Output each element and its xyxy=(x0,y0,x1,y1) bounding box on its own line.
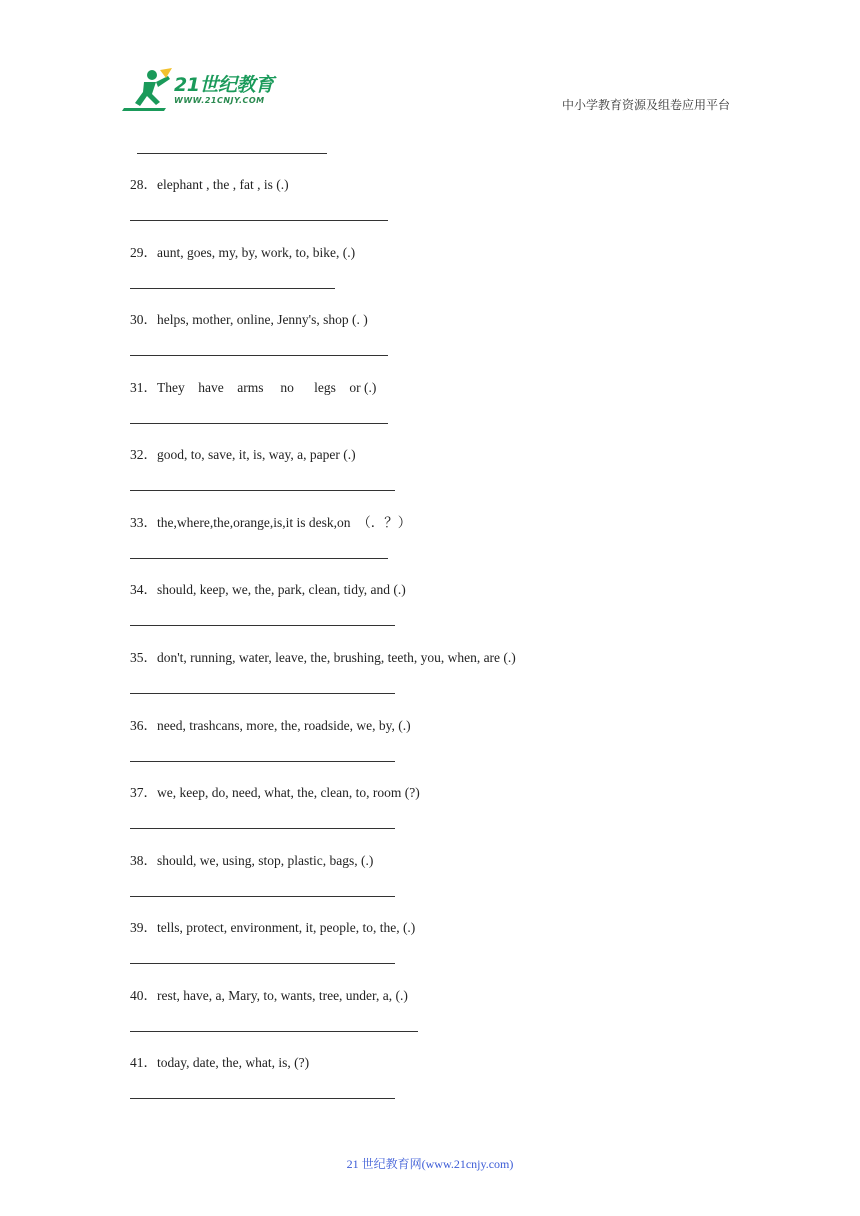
answer-line-32 xyxy=(130,490,395,491)
answer-line-28 xyxy=(130,220,388,221)
answer-line-35 xyxy=(130,693,395,694)
header-platform-text: 中小学教育资源及组卷应用平台 xyxy=(561,98,730,112)
question-34: 34．should, keep, we, the, park, clean, tidy, and (.) xyxy=(130,582,406,597)
question-30: 30．helps, mother, online, Jenny's, shop (. ) xyxy=(130,312,368,327)
runner-logo-icon xyxy=(122,68,174,114)
footer-text: 21 世纪教育网(www.21cnjy.com) xyxy=(346,1157,514,1171)
logo-url: WWW.21CNJY.COM xyxy=(174,96,265,105)
question-39: 39．tells, protect, environment, it, people, to, the, (.) xyxy=(130,920,416,935)
answer-line-29 xyxy=(130,288,335,289)
answer-line-37 xyxy=(130,828,395,829)
answer-line-39 xyxy=(130,963,395,964)
logo xyxy=(122,68,292,116)
answer-line-31 xyxy=(130,423,388,424)
answer-line-40 xyxy=(130,1031,418,1032)
answer-line-38 xyxy=(130,896,395,897)
answer-line-34 xyxy=(130,625,395,626)
question-38: 38．should, we, using, stop, plastic, bags, (.) xyxy=(130,853,374,868)
answer-line-41 xyxy=(130,1098,395,1099)
question-31: 31．They have arms no legs or (.) xyxy=(130,380,377,395)
answer-line-30 xyxy=(130,355,388,356)
logo-text: 21世纪教育 xyxy=(174,74,274,96)
question-40: 40．rest, have, a, Mary, to, wants, tree, under, a, (.) xyxy=(130,988,408,1003)
answer-line-27 xyxy=(137,153,327,154)
question-41: 41．today, date, the, what, is, (?) xyxy=(130,1055,310,1070)
question-36: 36．need, trashcans, more, the, roadside, we, by, (.) xyxy=(130,718,411,733)
question-37: 37．we, keep, do, need, what, the, clean, to, room (?) xyxy=(130,785,420,800)
question-35: 35．don't, running, water, leave, the, brushing, teeth, you, when, are (.) xyxy=(130,650,516,665)
question-28: 28．elephant , the , fat , is (.) xyxy=(130,177,289,192)
question-29: 29．aunt, goes, my, by, work, to, bike, (.) xyxy=(130,245,356,260)
question-32: 32．good, to, save, it, is, way, a, paper (.) xyxy=(130,447,356,462)
question-33: 33．the,where,the,orange,is,it is desk,on （．？） xyxy=(130,515,412,530)
answer-line-36 xyxy=(130,761,395,762)
answer-line-33 xyxy=(130,558,388,559)
